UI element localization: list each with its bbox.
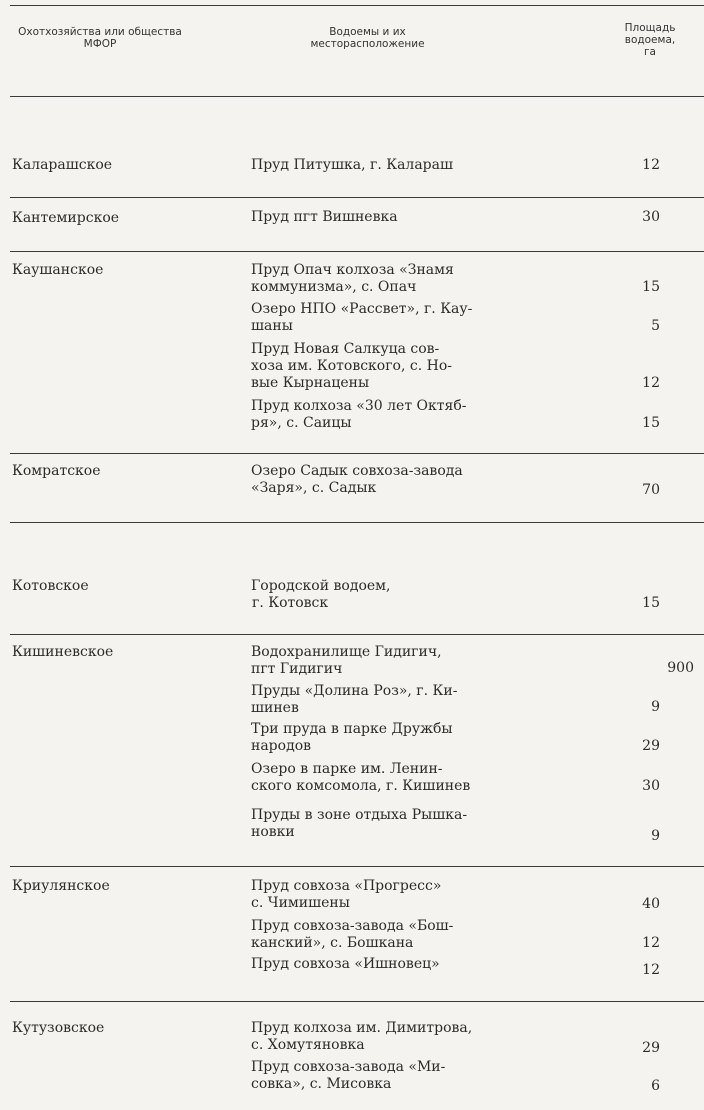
- waterbody-entry: Пруд пгт Вишневка: [251, 209, 398, 225]
- organization-name: Криулянское: [12, 878, 110, 894]
- organization-name: Каушанское: [12, 262, 104, 278]
- waterbody-entry: Пруд совхоза-завода «Ми- совка», с. Мисовка: [251, 1059, 446, 1092]
- area-value: 29: [642, 1040, 660, 1056]
- organization-name: Кишиневское: [12, 644, 114, 660]
- top-rule: [10, 5, 704, 6]
- waterbody-entry: Озеро в парке им. Ленин- ского комсомола, г. Кишинев: [251, 761, 471, 794]
- organization-name: Комратское: [12, 463, 101, 479]
- row-divider: [10, 453, 704, 454]
- area-value: 5: [651, 318, 660, 334]
- area-value: 900: [667, 660, 694, 676]
- area-value: 6: [651, 1078, 660, 1094]
- row-divider: [10, 634, 704, 635]
- row-divider: [10, 866, 704, 867]
- area-value: 12: [642, 935, 660, 951]
- area-value: 15: [642, 415, 660, 431]
- organization-name: Кантемирское: [12, 210, 120, 226]
- waterbody-entry: Пруд колхоза им. Димитрова, с. Хомутяновка: [251, 1020, 473, 1053]
- waterbody-entry: Пруд Новая Салкуца сов- хоза им. Котовского, с. Но- вые Кырнацены: [251, 341, 452, 391]
- organization-name: Кутузовское: [12, 1020, 105, 1036]
- area-value: 29: [642, 738, 660, 754]
- waterbody-entry: Пруд Питушка, г. Калараш: [251, 157, 453, 173]
- area-value: 70: [642, 482, 660, 498]
- header-rule: [10, 96, 704, 97]
- area-value: 9: [651, 699, 660, 715]
- waterbody-entry: Городской водоем, г. Котовск: [251, 578, 391, 611]
- waterbody-entry: Пруды в зоне отдыха Рышка- новки: [251, 807, 468, 840]
- waterbody-entry: Озеро НПО «Рассвет», г. Кау- шаны: [251, 301, 473, 334]
- row-divider: [10, 1001, 704, 1002]
- header-organization: Охотхозяйства или общества МФОР: [18, 26, 182, 50]
- waterbody-entry: Пруд колхоза «30 лет Октяб- ря», с. Саицы: [251, 398, 467, 431]
- area-value: 30: [642, 209, 660, 225]
- area-value: 40: [642, 896, 660, 912]
- header-area: Площадь водоема, га: [624, 22, 676, 58]
- waterbody-entry: Пруды «Долина Роз», г. Ки- шинев: [251, 683, 458, 716]
- area-value: 12: [642, 962, 660, 978]
- waterbody-entry: Водохранилище Гидигич, пгт Гидигич: [251, 644, 442, 677]
- row-divider: [10, 251, 704, 252]
- waterbody-entry: Пруд совхоза «Ишновец»: [251, 956, 440, 972]
- area-value: 30: [642, 778, 660, 794]
- header-waterbody: Водоемы и их месторасположение: [310, 26, 425, 50]
- area-value: 12: [642, 157, 660, 173]
- area-value: 12: [642, 375, 660, 391]
- waterbody-entry: Пруд совхоза-завода «Бош- канский», с. Бошкана: [251, 918, 454, 951]
- waterbody-entry: Озеро Садык совхоза-завода «Заря», с. Садык: [251, 463, 463, 496]
- waterbody-entry: Пруд совхоза «Прогресс» с. Чимишены: [251, 878, 442, 911]
- waterbody-entry: Пруд Опач колхоза «Знамя коммунизма», с. Опач: [251, 262, 454, 295]
- organization-name: Каларашское: [12, 157, 113, 173]
- waterbody-entry: Три пруда в парке Дружбы народов: [251, 721, 453, 754]
- row-divider: [10, 522, 704, 523]
- area-value: 15: [642, 279, 660, 295]
- organization-name: Котовское: [12, 578, 89, 594]
- row-divider: [10, 197, 704, 198]
- area-value: 9: [651, 828, 660, 844]
- area-value: 15: [642, 595, 660, 611]
